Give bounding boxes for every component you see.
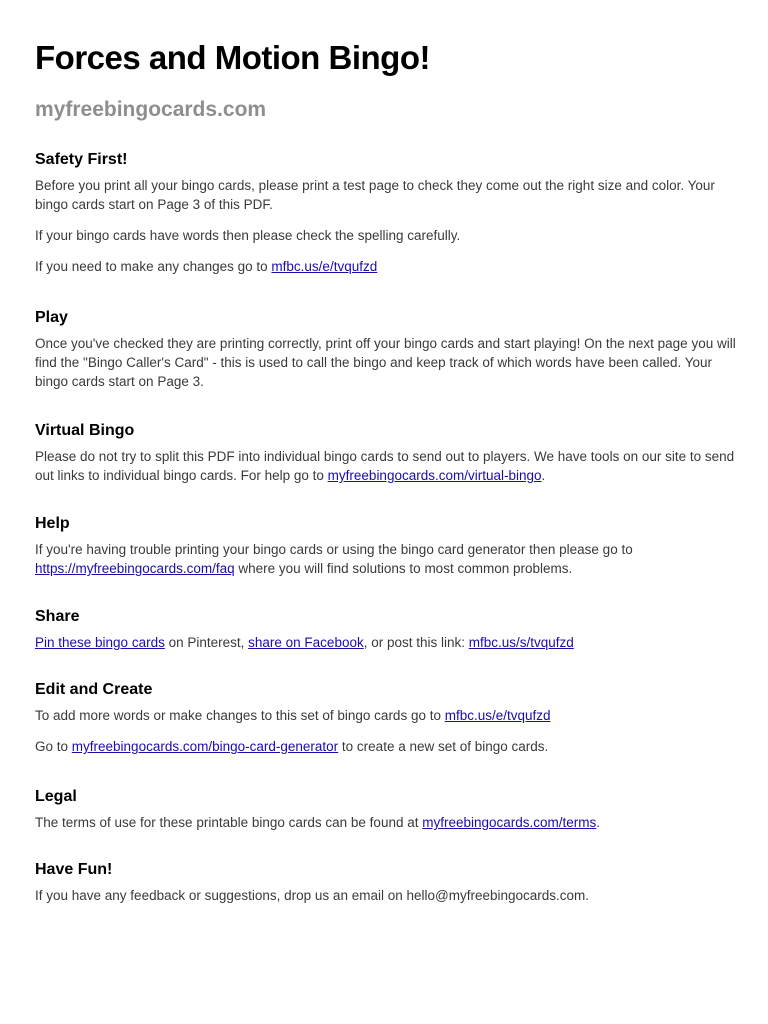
- section-heading: Legal: [35, 788, 77, 805]
- paragraph: If your bingo cards have words then please check the spelling carefully.: [35, 228, 461, 243]
- faq-link[interactable]: https://myfreebingocards.com/faq: [35, 561, 235, 576]
- paragraph: [35, 737, 740, 756]
- site-subtitle: myfreebingocards.com: [35, 98, 267, 121]
- section-safety-first: [35, 148, 740, 276]
- edit-link[interactable]: mfbc.us/e/tvqufzd: [271, 259, 378, 274]
- section-heading: Safety First!: [35, 151, 128, 168]
- text: Please do not try to split this PDF into individual bingo cards to send out to players. We have tools on our site to send out links to individual bingo cards. For help go to: [35, 449, 735, 483]
- paragraph: If you have any feedback or suggestions, drop us an email on hello@myfreebingocards.com.: [35, 888, 590, 903]
- section-heading: Share: [35, 608, 80, 625]
- text: If you need to make any changes go to: [35, 259, 272, 274]
- section-have-fun: [35, 858, 740, 905]
- facebook-share-link[interactable]: share on Facebook: [248, 635, 364, 650]
- paragraph: [35, 633, 740, 652]
- paragraph: Once you've checked they are printing correctly, print off your bingo cards and start playing! On the next page you will find the "Bingo Caller's Card" - this is used to call the bingo and keep track of which words have been called. Your bingo cards start on Page 3.: [35, 336, 736, 389]
- text: on Pinterest,: [164, 635, 249, 650]
- section-help: [35, 512, 740, 578]
- text: where you will find solutions to most common problems.: [234, 561, 573, 576]
- terms-link[interactable]: myfreebingocards.com/terms: [422, 815, 597, 830]
- pinterest-link[interactable]: Pin these bingo cards: [35, 635, 165, 650]
- text: .: [596, 815, 601, 830]
- text: to create a new set of bingo cards.: [338, 739, 549, 754]
- virtual-bingo-link[interactable]: myfreebingocards.com/virtual-bingo: [327, 468, 542, 483]
- section-heading: Have Fun!: [35, 861, 113, 878]
- paragraph: [35, 706, 740, 725]
- generator-link[interactable]: myfreebingocards.com/bingo-card-generator: [71, 739, 339, 754]
- paragraph: [35, 447, 740, 485]
- share-short-link[interactable]: mfbc.us/s/tvqufzd: [468, 635, 574, 650]
- text: If you're having trouble printing your bingo cards or using the bingo card generator then please go to: [35, 542, 633, 557]
- text: The terms of use for these printable bingo cards can be found at: [35, 815, 423, 830]
- section-share: [35, 605, 740, 652]
- section-edit-and-create: [35, 678, 740, 756]
- section-heading: Edit and Create: [35, 681, 153, 698]
- section-play: [35, 306, 740, 391]
- section-legal: [35, 785, 740, 832]
- section-heading: Help: [35, 515, 70, 532]
- section-heading: Virtual Bingo: [35, 422, 135, 439]
- text: To add more words or make changes to this set of bingo cards go to: [35, 708, 445, 723]
- paragraph: [35, 540, 740, 578]
- page-title: Forces and Motion Bingo!: [35, 39, 430, 76]
- section-virtual-bingo: [35, 419, 740, 485]
- paragraph: Before you print all your bingo cards, please print a test page to check they come out the right size and color. Your bingo cards start on Page 3 of this PDF.: [35, 178, 715, 212]
- edit-link[interactable]: mfbc.us/e/tvqufzd: [444, 708, 551, 723]
- section-heading: Play: [35, 309, 68, 326]
- text: , or post this link:: [363, 635, 469, 650]
- text: .: [541, 468, 546, 483]
- paragraph: [35, 813, 740, 832]
- text: Go to: [35, 739, 72, 754]
- paragraph: [35, 257, 740, 276]
